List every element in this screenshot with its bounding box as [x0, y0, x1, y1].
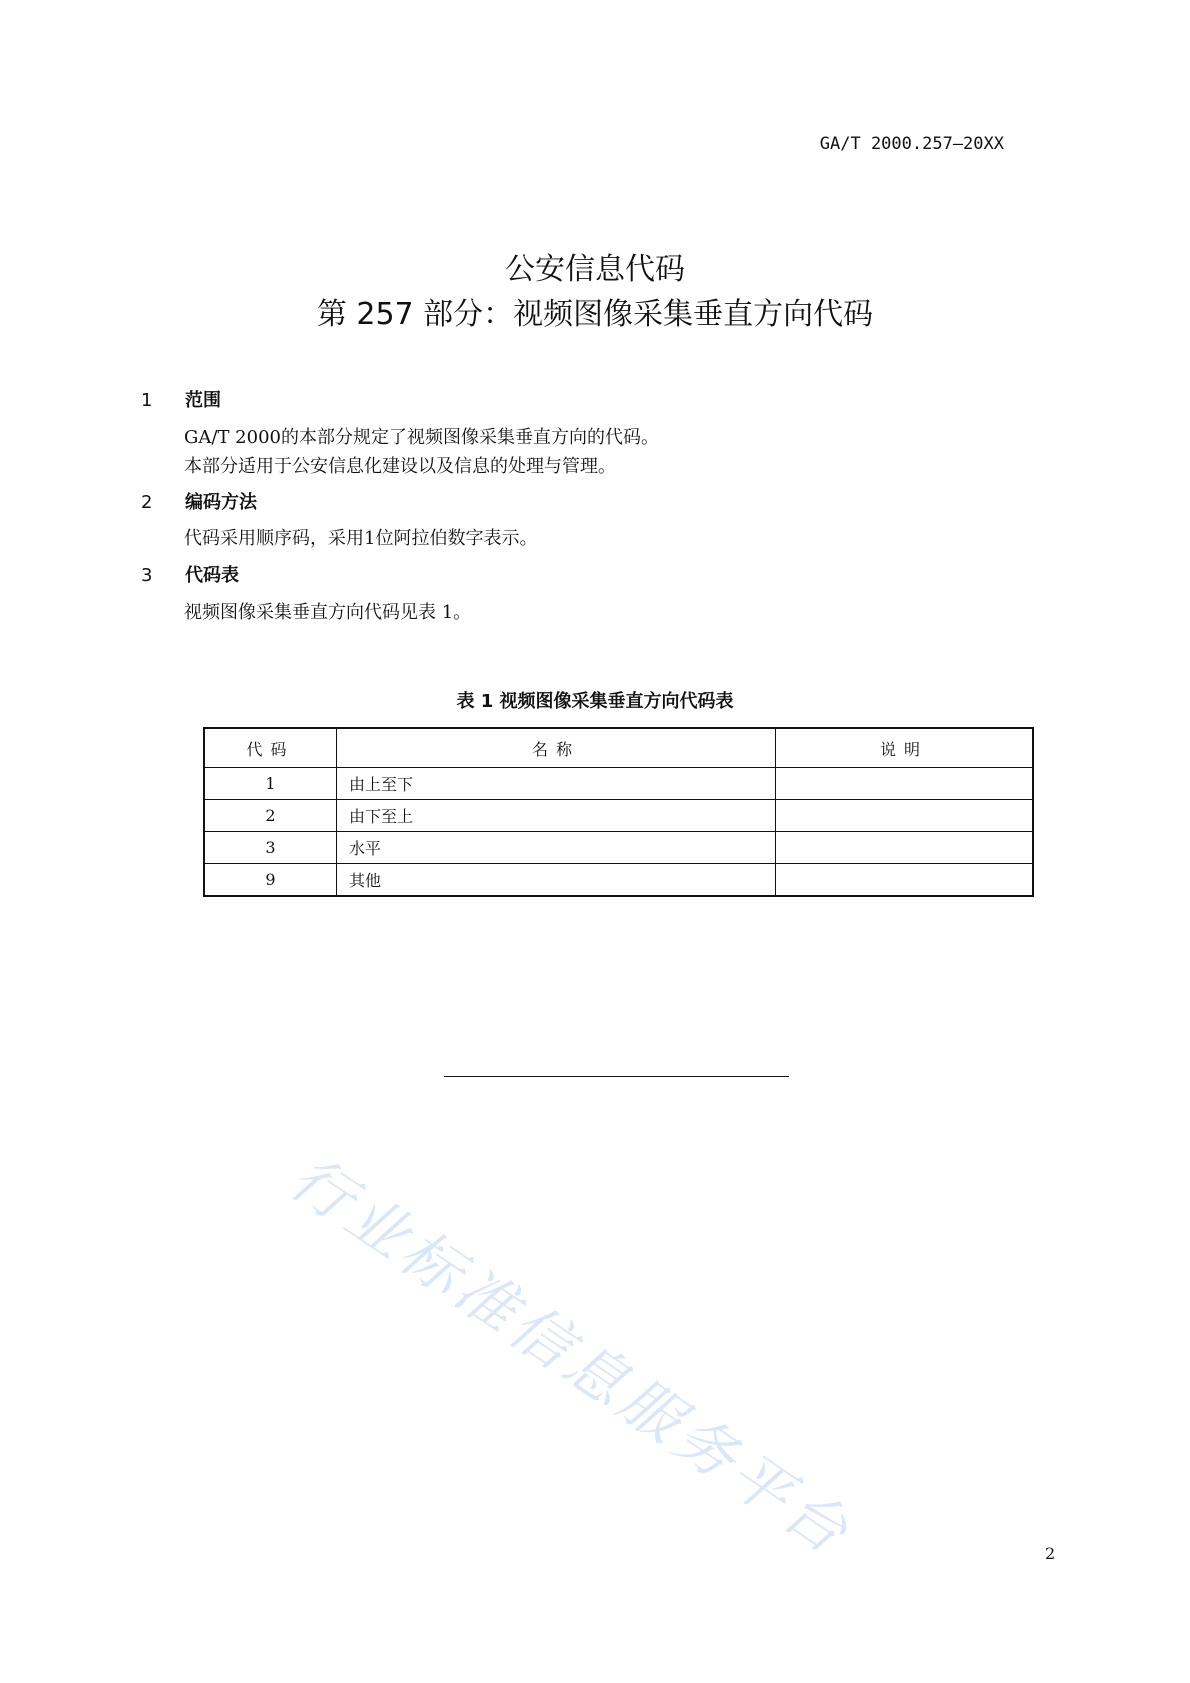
section-title: 范围: [185, 390, 221, 411]
cell-name: 水平: [337, 832, 776, 864]
cell-code: 2: [204, 800, 337, 832]
cell-desc: [776, 864, 1034, 897]
document-title-line1: 公安信息代码: [505, 252, 685, 287]
section-1-heading: [141, 386, 221, 412]
table-row: [204, 768, 1033, 800]
header-code: 代码: [204, 728, 337, 768]
section-2-paragraph-1: 代码采用顺序码，采用1位阿拉伯数字表示。: [184, 528, 538, 549]
header-desc: 说明: [776, 728, 1034, 768]
cell-code: 3: [204, 832, 337, 864]
code-table: [203, 727, 1034, 897]
table-row: [204, 800, 1033, 832]
cell-code: 1: [204, 768, 337, 800]
section-number: 3: [141, 565, 153, 586]
section-number: 2: [141, 492, 153, 513]
standard-code: GA/T 2000.257—20XX: [819, 134, 1004, 154]
table-caption: 表 1 视频图像采集垂直方向代码表: [456, 691, 734, 712]
section-2-heading: [141, 488, 257, 514]
document-title-line2: 第 257 部分：视频图像采集垂直方向代码: [316, 297, 874, 332]
cell-name: 其他: [337, 864, 776, 897]
section-title: 编码方法: [185, 492, 257, 513]
section-1-paragraph-2: 本部分适用于公安信息化建设以及信息的处理与管理。: [184, 456, 616, 477]
section-3-heading: [141, 561, 239, 587]
section-3-paragraph-1: 视频图像采集垂直方向代码见表 1。: [184, 602, 472, 623]
table-header-row: [204, 728, 1033, 768]
end-of-document-rule: [444, 1076, 789, 1077]
watermark: 行业标准信息服务平台: [277, 1143, 864, 1571]
section-1-paragraph-1: GA/T 2000的本部分规定了视频图像采集垂直方向的代码。: [184, 427, 659, 448]
cell-desc: [776, 832, 1034, 864]
section-title: 代码表: [185, 565, 239, 586]
cell-desc: [776, 800, 1034, 832]
cell-code: 9: [204, 864, 337, 897]
table-row: [204, 864, 1033, 897]
cell-name: 由下至上: [337, 800, 776, 832]
section-number: 1: [141, 390, 153, 411]
page-number: 2: [1045, 1544, 1056, 1563]
cell-desc: [776, 768, 1034, 800]
table-row: [204, 832, 1033, 864]
cell-name: 由上至下: [337, 768, 776, 800]
header-name: 名称: [337, 728, 776, 768]
